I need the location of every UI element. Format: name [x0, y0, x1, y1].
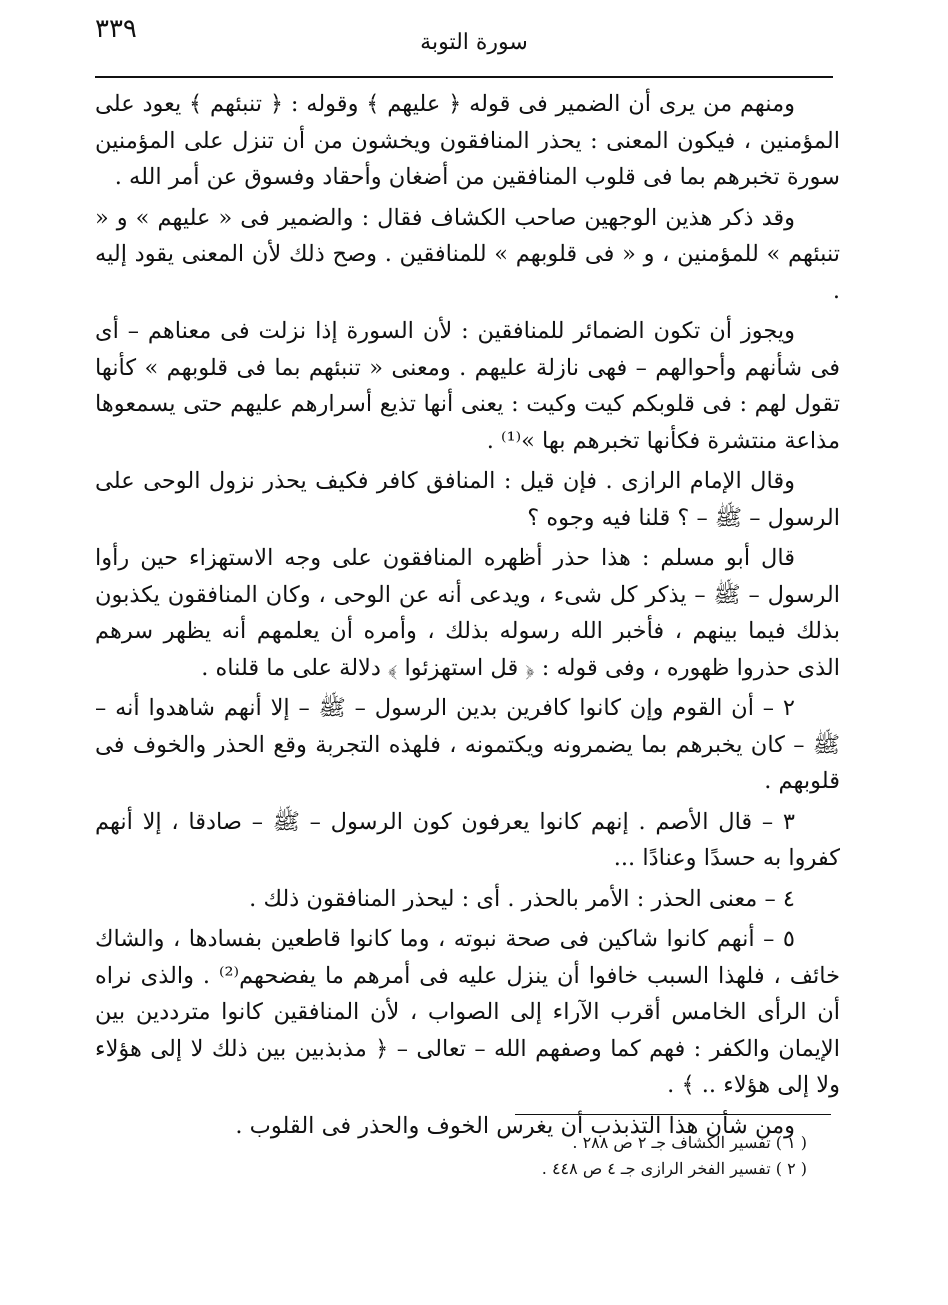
running-title: سورة التوبة [420, 30, 528, 55]
footnotes [95, 1130, 807, 1182]
footnote: ( ٢ ) تفسير الفخر الرازى جـ ٤ ص ٤٤٨ . [541, 1159, 807, 1178]
paragraph: قال أبو مسلم : هذا حذر أظهره المنافقون على وجه الاستهزاء حين رأوا الرسول – ﷺ – يذكر كل شىء ، ويدعى أنه عن الوحى ، وكان المنافقون يكذبون بذلك فيما بينهم ، فأخبر الله رسوله بذلك ، وأمره أن يعلمهم أنه يظهر سرهم الذى حذروا ظهوره ، وفى قوله : ﴿ قل استهزئوا ﴾ دلالة على ما قلناه . [95, 545, 840, 681]
footnote: ( ١ ) تفسير الكشاف جـ ٢ ص ٢٨٨ . [572, 1133, 807, 1152]
paragraph: ويجوز أن تكون الضمائر للمنافقين : لأن السورة إذا نزلت فى معناهم – أى فى شأنهم وأحوالهم – فهى نازلة عليهم . ومعنى « تنبئهم بما فى قلوبهم » كأنها تقول لهم : فى قلوبكم كيت وكيت : يعنى أنها تذيع أسرارهم عليهم حتى يسمعوها مذاعة منتشرة فكأنها تخبرهم بها »⁽¹⁾ . [95, 318, 840, 454]
page-number: ٣٣٩ [95, 14, 137, 44]
footnotes-rule [515, 1114, 831, 1115]
paragraph: وقال الإمام الرازى . فإن قيل : المنافق كافر فكيف يحذر نزول الوحى على الرسول – ﷺ – ؟ قلنا فيه وجوه ؟ [95, 468, 840, 531]
paragraph: ٢ – أن القوم وإن كانوا كافرين بدين الرسول – ﷺ – إلا أنهم شاهدوا أنه – ﷺ – كان يخبرهم بما يضمرونه ويكتمونه ، فلهذه التجربة وقع الحذر والخوف فى قلوبهم . [95, 695, 840, 794]
header-rule [95, 76, 833, 78]
paragraph: ومن شأن هذا التذبذب أن يغرس الخوف والحذر فى القلوب . [235, 1112, 795, 1139]
paragraph: ٥ – أنهم كانوا شاكين فى صحة نبوته ، وما كانوا قاطعين بفسادها ، والشاك خائف ، فلهذا السبب خافوا أن ينزل عليه فى أمرهم ما يفضحهم⁽²⁾ . والذى نراه أن الرأى الخامس أقرب الآراء إلى الصواب ، لأن المنافقين كانوا مترددين بين الإيمان والكفر : فهم كما وصفهم الله – تعالى – ﴿ مذبذبين بين ذلك لا إلى هؤلاء ولا إلى هؤلاء .. ﴾ . [95, 926, 841, 1098]
paragraph: ٤ – معنى الحذر : الأمر بالحذر . أى : ليحذر المنافقون ذلك . [249, 885, 795, 912]
paragraph: وقد ذكر هذين الوجهين صاحب الكشاف فقال : والضمير فى « عليهم » و « تنبئهم » للمؤمنين ، و « فى قلوبهم » للمنافقين . وصح ذلك لأن المعنى يقود إليه . [95, 204, 840, 304]
body-text [95, 86, 840, 1148]
paragraph: ٣ – قال الأصم . إنهم كانوا يعرفون كون الرسول – ﷺ – صادقا ، إلا أنهم كفروا به حسدًا وعنادًا ... [95, 808, 840, 871]
paragraph: ومنهم من يرى أن الضمير فى قوله ﴿ عليهم ﴾ وقوله : ﴿ تنبئهم ﴾ يعود على المؤمنين ، فيكون المعنى : يحذر المنافقون ويخشون من أن تنزل على المؤمنين سورة تخبرهم بما فى قلوب المنافقين من أضغان وأحقاد وفسوق عن أمر الله . [95, 91, 840, 190]
